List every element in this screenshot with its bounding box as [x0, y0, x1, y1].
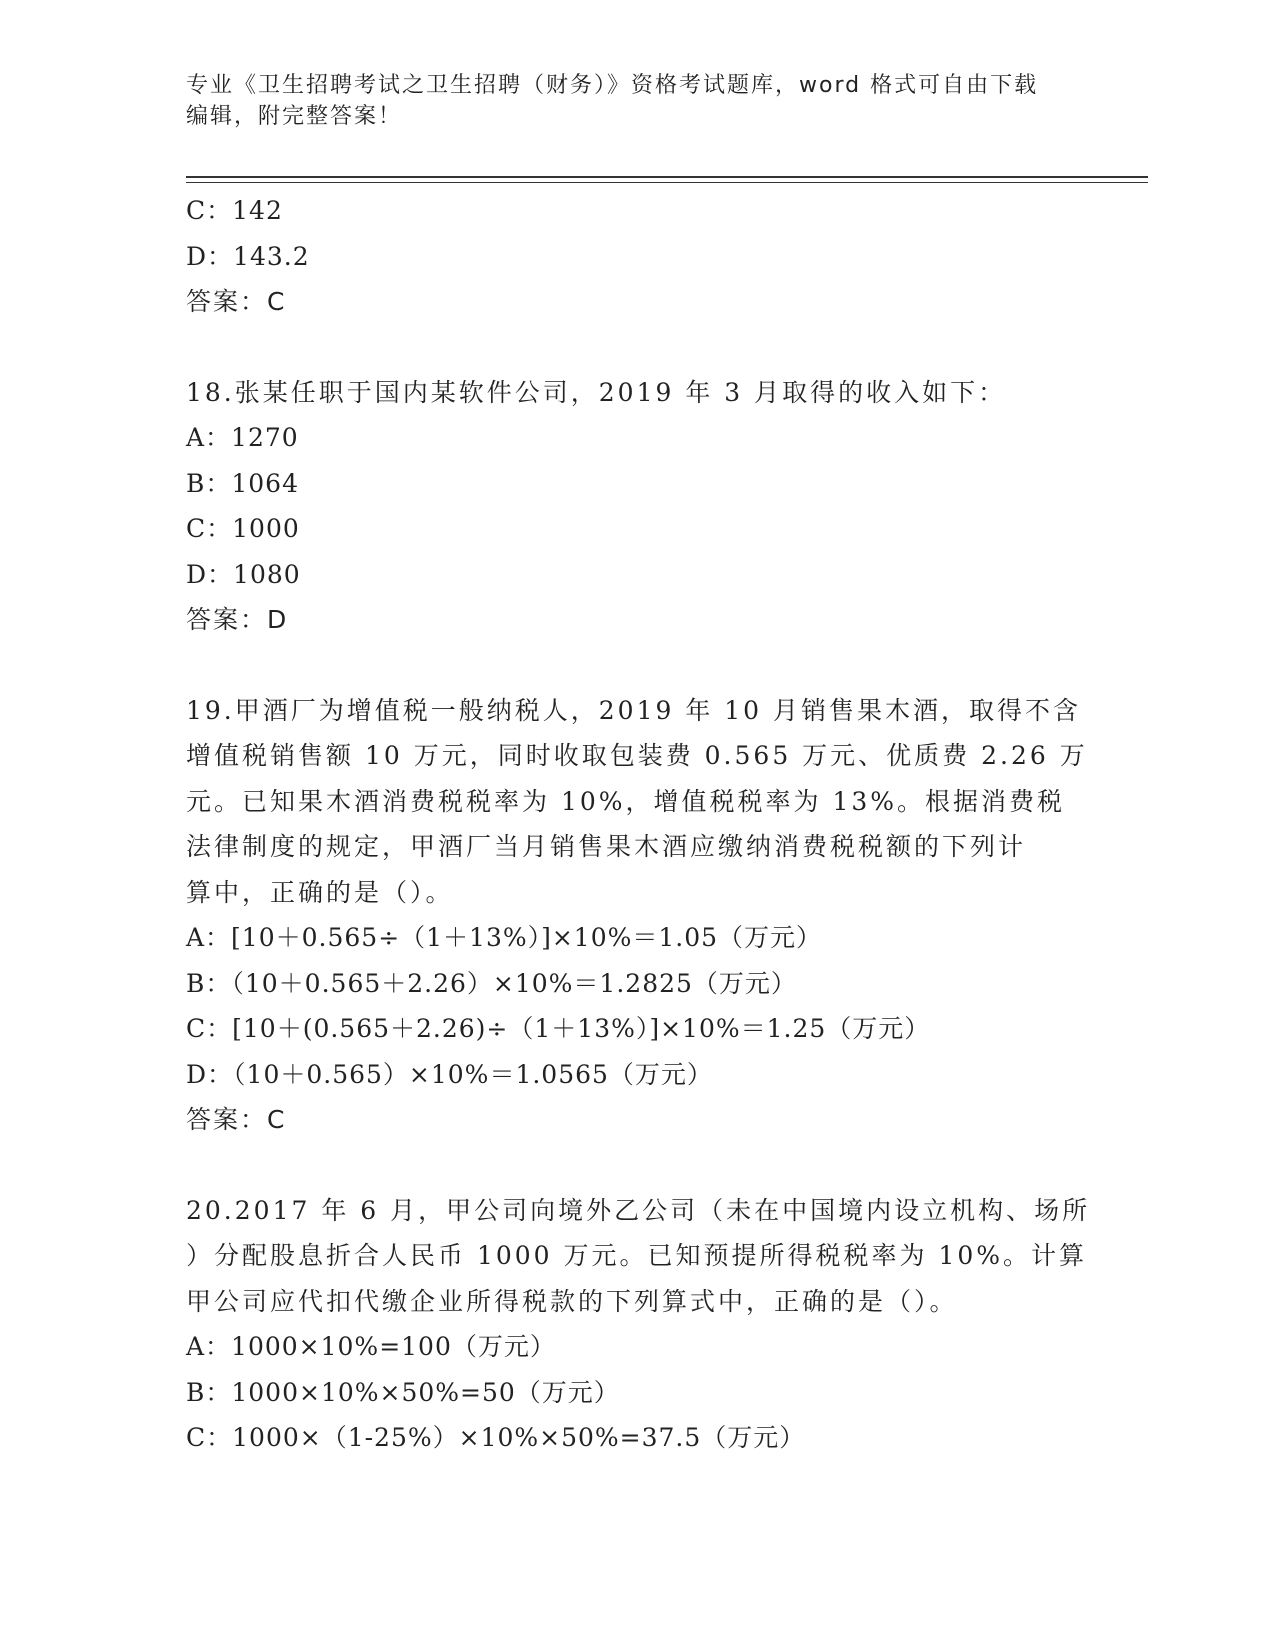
option-b: B：（10＋0.565＋2.26）×10%＝1.2825（万元）: [186, 968, 797, 998]
question-text-line: 法律制度的规定，甲酒厂当月销售果木酒应缴纳消费税税额的下列计: [186, 832, 1027, 861]
question-text-line: 甲公司应代扣代缴企业所得税款的下列算式中，正确的是（）。: [186, 1286, 958, 1316]
answer-line: 答案：D: [186, 605, 289, 634]
question-19: [186, 688, 1086, 1143]
option-d: D：143.2: [186, 241, 310, 271]
header-line-2: 编辑，附完整答案！: [186, 104, 403, 129]
question-text-line: 19.甲酒厂为增值税一般纳税人，2019 年 10 月销售果木酒，取得不含: [186, 695, 1082, 725]
option-c: C：1000×（1-25%）×10%×50%=37.5（万元）: [186, 1423, 806, 1452]
question-text-line: 增值税销售额 10 万元，同时收取包装费 0.565 万元、优质费 2.26 万: [186, 741, 1088, 770]
option-c: C：1000: [186, 514, 300, 543]
question-18: [186, 370, 1086, 643]
question-20: [186, 1188, 1091, 1461]
option-b: B：1000×10%×50%=50（万元）: [186, 1377, 620, 1407]
question-text-line: 算中，正确的是（）。: [186, 877, 454, 907]
question-text-line: 18.张某任职于国内某软件公司，2019 年 3 月取得的收入如下：: [186, 377, 1007, 407]
question-text: [186, 1188, 1091, 1325]
spacer: [186, 1143, 1086, 1188]
option-c: C：[10＋(0.565＋2.26)÷（1＋13%）]×10%＝1.25（万元）: [186, 1014, 931, 1043]
option-a: A：1000×10%=100（万元）: [186, 1332, 556, 1361]
option-d: D：（10＋0.565）×10%＝1.0565（万元）: [186, 1059, 713, 1089]
question-text-line: 20.2017 年 6 月，甲公司向境外乙公司（未在中国境内设立机构、场所: [186, 1195, 1091, 1225]
page-header: [186, 70, 1086, 132]
header-rule-thick: [186, 176, 1148, 178]
answer-line: 答案：C: [186, 287, 287, 316]
spacer: [186, 643, 1086, 688]
question-17-tail: [186, 188, 1086, 325]
option-a: A：1270: [186, 423, 299, 452]
option-b: B：1064: [186, 468, 299, 498]
document-body: [186, 188, 1091, 1461]
option-a: A：[10＋0.565÷（1＋13%）]×10%＝1.05（万元）: [186, 923, 823, 952]
option-d: D：1080: [186, 559, 301, 589]
option-c: C：142: [186, 196, 283, 225]
spacer: [186, 325, 1086, 370]
header-rule-thin: [186, 182, 1148, 183]
answer-line: 答案：C: [186, 1105, 287, 1134]
question-text: [186, 370, 1086, 416]
question-text-line: ）分配股息折合人民币 1000 万元。已知预提所得税税率为 10%。计算: [186, 1241, 1088, 1270]
header-line-1: 专业《卫生招聘考试之卫生招聘（财务）》资格考试题库，word 格式可自由下载: [186, 73, 1039, 98]
question-text: [186, 688, 1086, 916]
question-text-line: 元。已知果木酒消费税税率为 10%，增值税税率为 13%。根据消费税: [186, 786, 1066, 816]
